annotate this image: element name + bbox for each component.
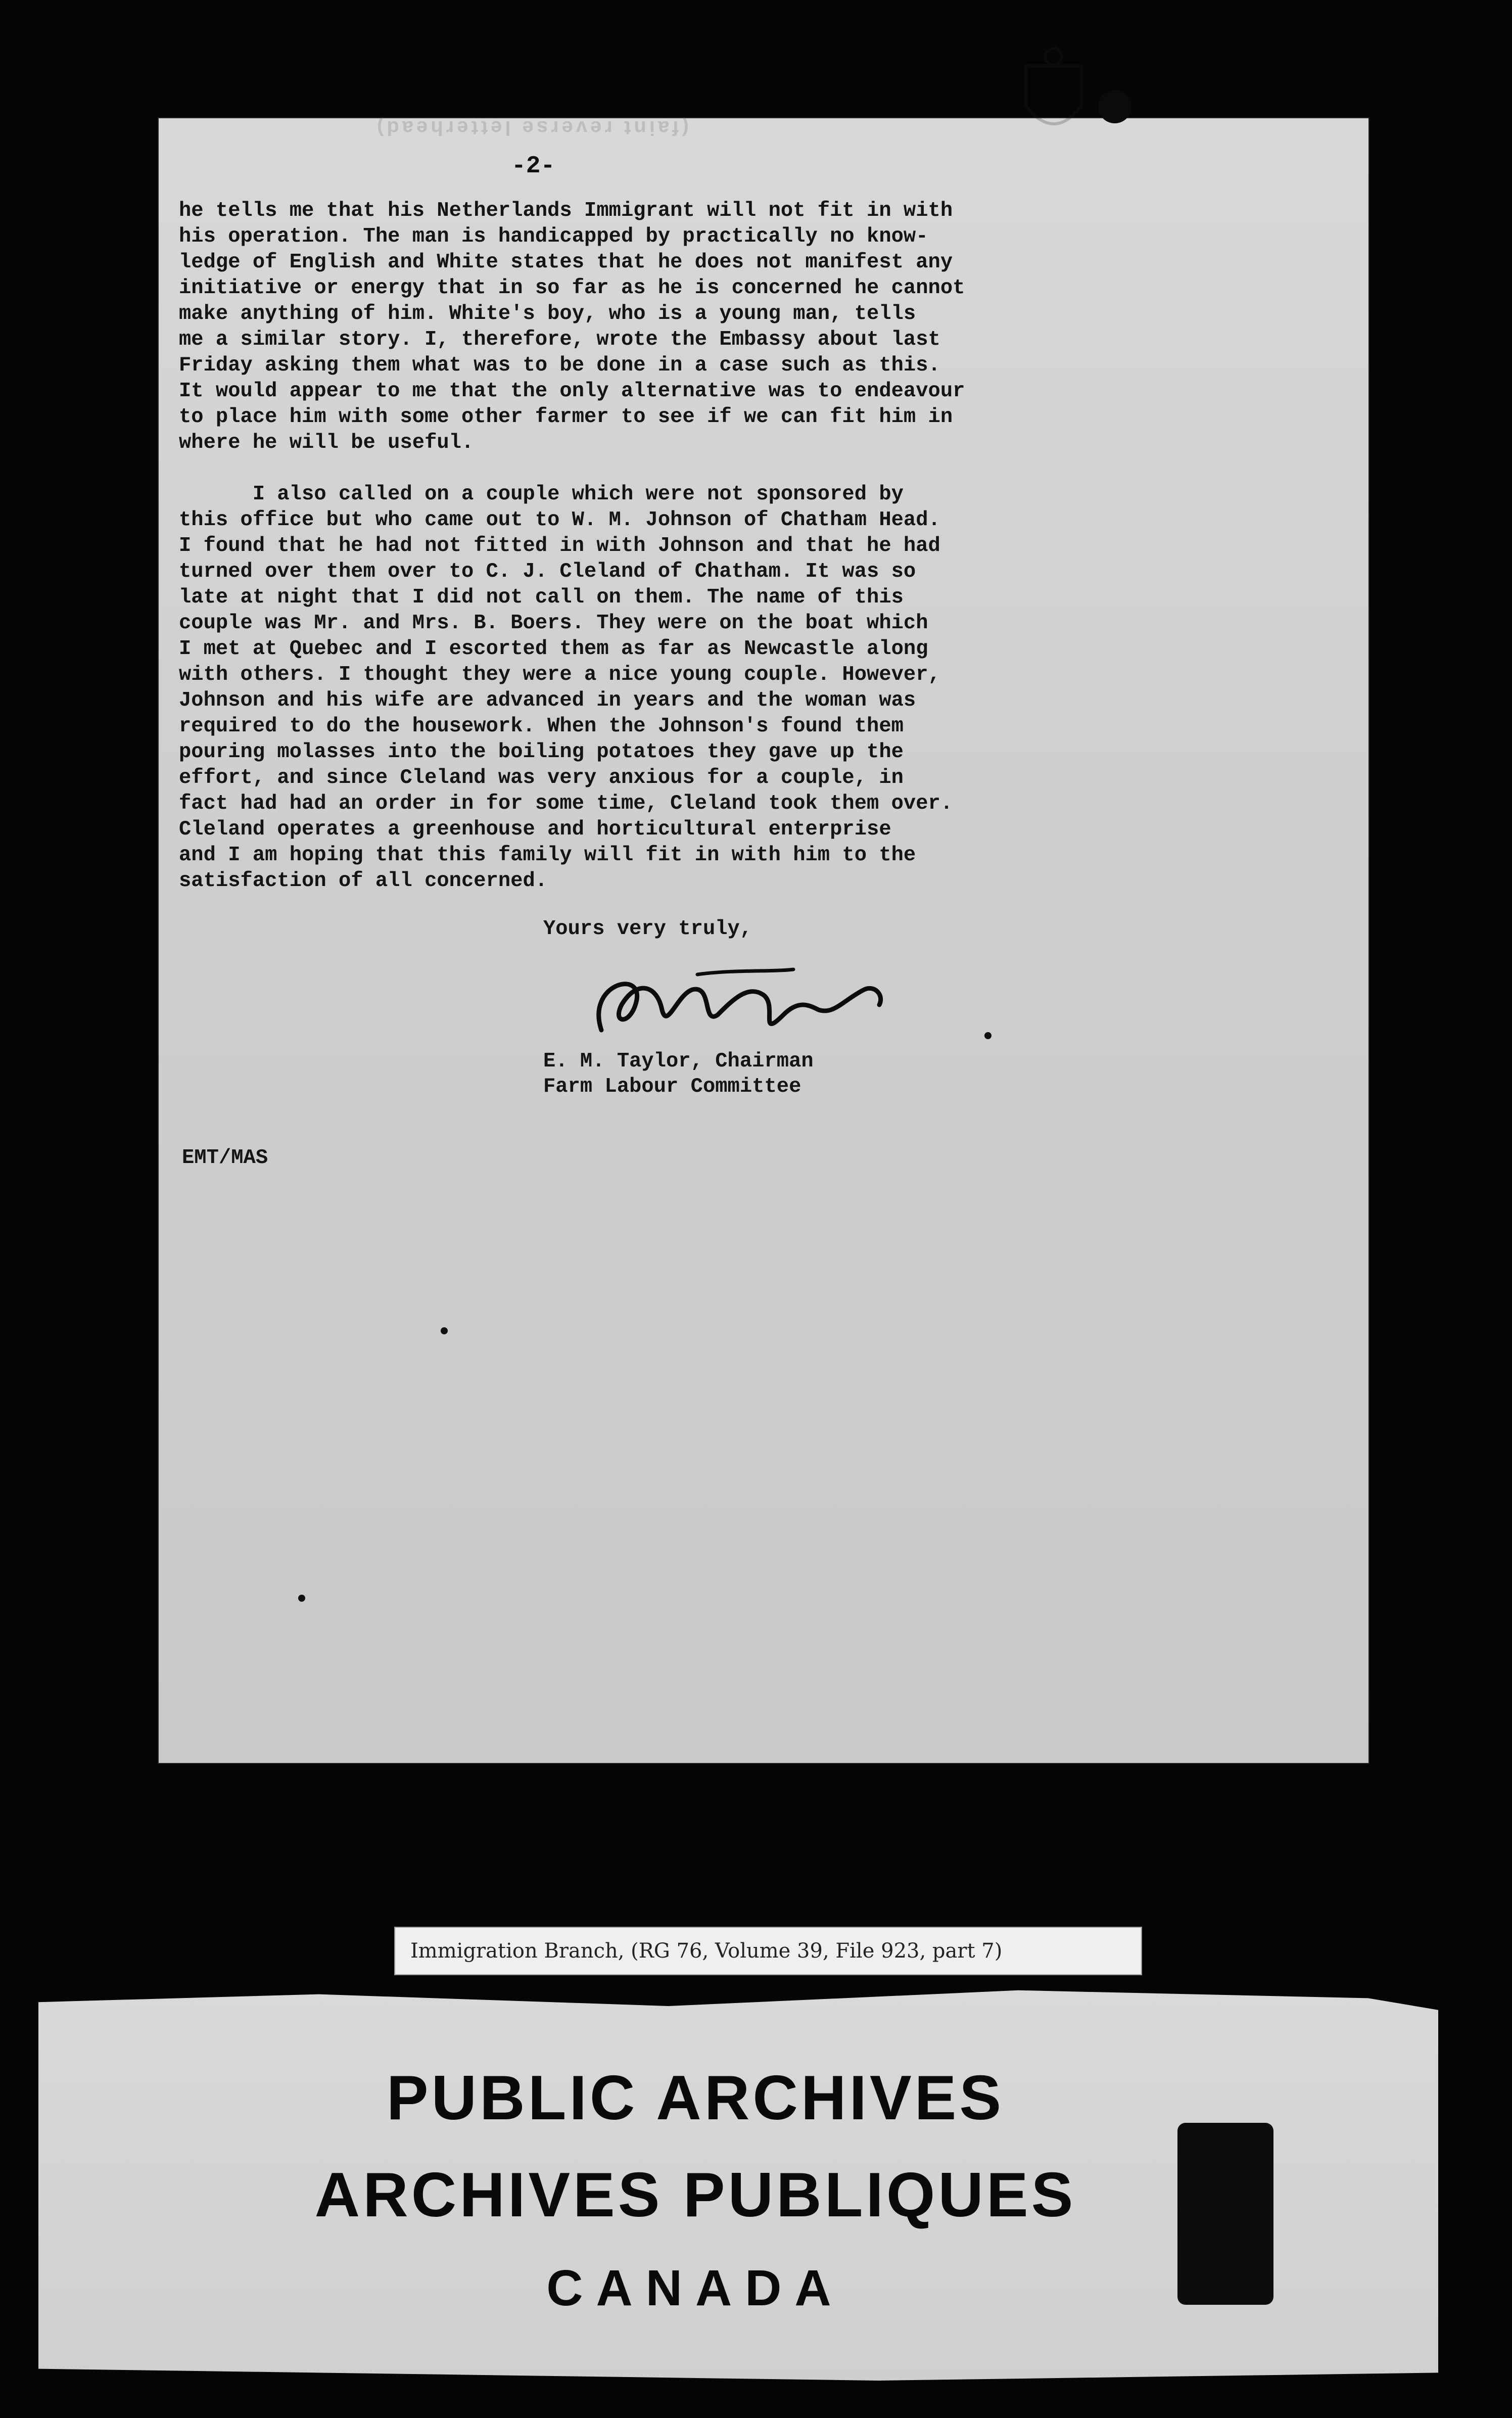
crest-icon	[1016, 45, 1092, 147]
text-line: effort, and since Cleland was very anxious for a couple, in	[179, 766, 904, 789]
scan-speck	[298, 1595, 305, 1602]
archive-title-fr: ARCHIVES PUBLIQUES	[314, 2160, 1076, 2230]
text-line: Cleland operates a greenhouse and horticultural enterprise	[179, 818, 891, 841]
signature-block	[543, 1049, 814, 1099]
text-line: with others. I thought they were a nice young couple. However,	[179, 663, 940, 686]
text-line: pouring molasses into the boiling potatoes they gave up the	[179, 740, 904, 764]
page-number: -2-	[511, 153, 555, 180]
text-line: where he will be useful.	[179, 431, 474, 454]
bleed-through-letterhead: (faint reverse letterhead)	[374, 117, 793, 139]
text-line: to place him with some other farmer to see if we can fit him in	[179, 405, 953, 429]
text-line: I also called on a couple which were not sponsored by	[179, 483, 904, 506]
text-line: late at night that I did not call on them. The name of this	[179, 586, 904, 609]
text-line: It would appear to me that the only alternative was to endeavour	[179, 380, 965, 403]
text-line: ledge of English and White states that he does not manifest any	[179, 251, 953, 274]
handwritten-signature	[581, 954, 894, 1055]
text-line: me a similar story. I, therefore, wrote the Embassy about last	[179, 328, 940, 351]
text-line: Friday asking them what was to be done in a case such as this.	[179, 354, 940, 377]
text-line: Johnson and his wife are advanced in years and the woman was	[179, 689, 916, 712]
archive-country: CANADA	[546, 2260, 844, 2316]
text-line: make anything of him. White's boy, who is a young man, tells	[179, 302, 916, 326]
punch-hole	[1098, 90, 1131, 123]
scan-speck	[441, 1327, 448, 1334]
text-line: turned over them over to C. J. Cleland of Chatham. It was so	[179, 560, 916, 583]
text-line: I found that he had not fitted in with Johnson and that he had	[179, 534, 940, 557]
signer-committee: Farm Labour Committee	[543, 1075, 801, 1098]
complimentary-close: Yours very truly,	[543, 917, 752, 941]
paragraph-1	[179, 198, 1190, 456]
text-line: and I am hoping that this family will fit in with him to the	[179, 844, 916, 867]
reference-initials: EMT/MAS	[182, 1146, 268, 1170]
text-line: this office but who came out to W. M. Johnson of Chatham Head.	[179, 508, 940, 532]
text-line: fact had had an order in for some time, Cleland took them over.	[179, 792, 953, 815]
text-line: his operation. The man is handicapped by practically no know-	[179, 225, 928, 248]
scan-speck	[984, 1032, 991, 1039]
text-line: I met at Quebec and I escorted them as far as Newcastle along	[179, 637, 928, 661]
text-line: required to do the housework. When the Johnson's found them	[179, 715, 904, 738]
paragraph-2	[179, 482, 1190, 894]
text-line: initiative or energy that in so far as he is concerned he cannot	[179, 276, 965, 300]
text-line: couple was Mr. and Mrs. B. Boers. They were on the boat which	[179, 612, 928, 635]
text-line: satisfaction of all concerned.	[179, 869, 548, 893]
letter-body	[179, 198, 1190, 894]
archive-citation-label: Immigration Branch, (RG 76, Volume 39, File 923, part 7)	[394, 1927, 1142, 1975]
signer-name: E. M. Taylor, Chairman	[543, 1050, 814, 1073]
text-line: he tells me that his Netherlands Immigrant will not fit in with	[179, 199, 953, 222]
archive-title-en: PUBLIC ARCHIVES	[386, 2063, 1005, 2133]
